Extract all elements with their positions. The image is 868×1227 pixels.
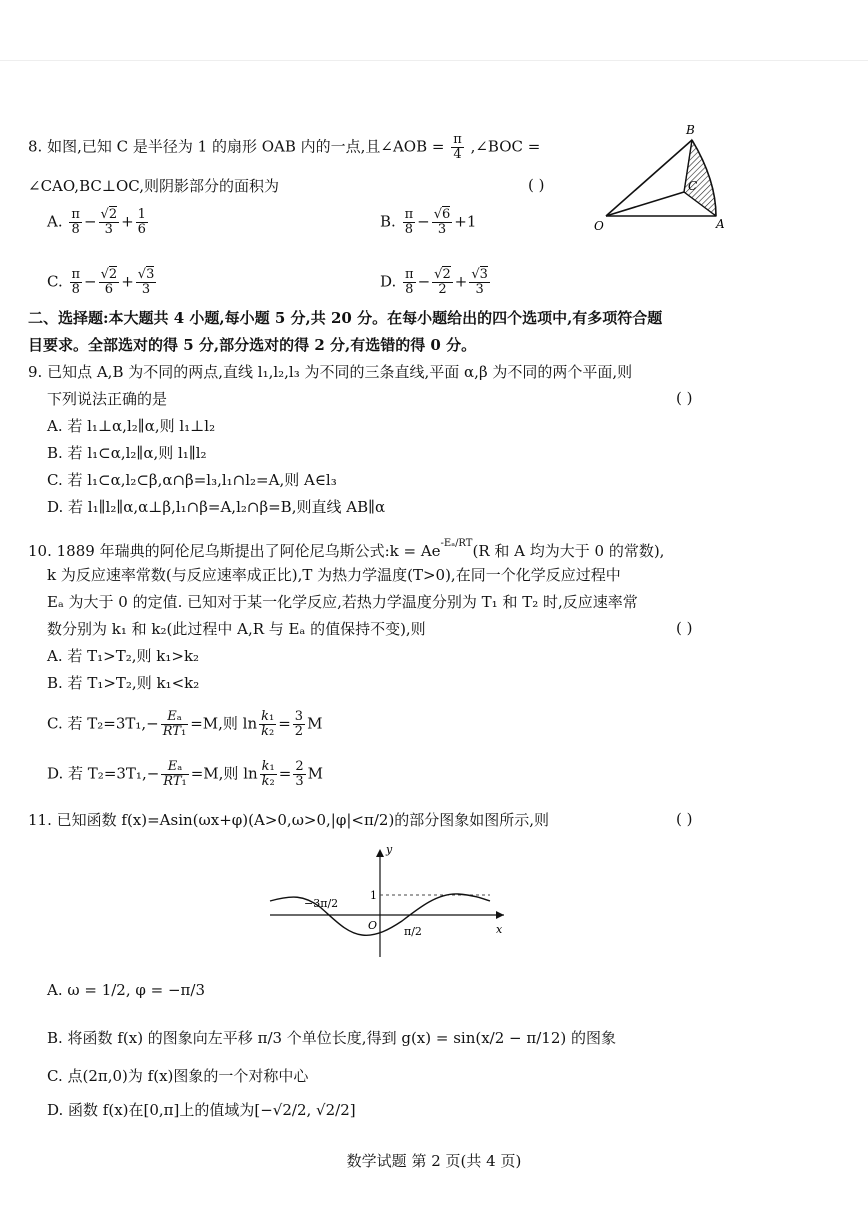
frac-den: 8 (405, 282, 414, 297)
frac-num: k₁ (261, 709, 275, 724)
frac-den: 6 (137, 222, 146, 237)
q10-option-a: A. 若 T₁>T₂,则 k₁>k₂ (47, 647, 200, 665)
q8-option-d: D. $\frac{\pi}{8}$ − $\frac{√2}{2}$ + $\frac{√3}{3}$ (380, 267, 488, 297)
frac-num: π (453, 132, 462, 147)
frac-den: RT₁ (162, 724, 187, 739)
option-label: B. (380, 212, 396, 231)
x-axis-arrow (496, 911, 504, 919)
q9-stem-line2: 下列说法正确的是 (47, 390, 168, 408)
frac (432, 208, 453, 237)
y-axis-arrow (376, 849, 384, 857)
option-text: M (307, 764, 323, 783)
q8-stem-text: 8. 如图,已知 C 是半径为 1 的扇形 OAB 内的一点,且∠AOB = (28, 137, 445, 156)
q8-answer-paren: ( ) (528, 176, 545, 194)
frac (432, 268, 453, 297)
frac-num: k₁ (261, 759, 275, 774)
q10-option-c: C. 若 T₂=3T₁,− $\frac{\text{Eₐ}}{\text{RT₁}}$ =M,则 ln $\frac{\text{k₁}}{\text{k₂}}$ = $\frac{3}{2}$ M (47, 709, 323, 739)
option-text: =M,则 ln (190, 764, 258, 783)
frac (136, 208, 148, 237)
q11-option-d: D. 函数 f(x)在[0,π]上的值域为[−√2/2, √2/2] (47, 1101, 356, 1119)
q8-sector-figure (588, 120, 738, 240)
frac-num: √3 (471, 267, 488, 282)
frac-den: 3 (437, 222, 447, 237)
frac-num: π (405, 267, 414, 282)
frac-den: 4 (453, 147, 462, 162)
frac (469, 268, 490, 297)
frac-num: π (71, 267, 81, 282)
q11-answer-paren: ( ) (676, 810, 693, 828)
label-b: B (686, 123, 695, 137)
frac-den: 3 (104, 222, 113, 237)
frac-num: 1 (137, 207, 146, 222)
label-o: O (594, 219, 604, 233)
section2-heading-line1: 二、选择题:本大题共 4 小题,每小题 5 分,共 20 分。在每小题给出的四个选项中,有多项符合题 (28, 309, 663, 327)
frac-den: 3 (141, 282, 151, 297)
section2-heading-line2: 目要求。全部选对的得 5 分,部分选对的得 2 分,有选错的得 0 分。 (28, 336, 477, 354)
option-label: A. (47, 212, 63, 231)
q11-stem: 11. 已知函数 f(x)=Asin(ωx+φ)(A>0,ω>0,|φ|<π/2)的部分图象如图所示,则 (28, 811, 550, 829)
q8-option-a: A. $\frac{\pi}{8}$ − $\frac{√2}{3}$ + $\frac{1}{6}$ (47, 207, 146, 237)
frac-den: k₂ (261, 724, 275, 739)
frac-den: 6 (104, 282, 114, 297)
q11-option-c: C. 点(2π,0)为 f(x)图象的一个对称中心 (47, 1067, 309, 1085)
segment-oc (606, 192, 684, 216)
q10-stem-text: 10. 1889 年瑞典的阿伦尼乌斯提出了阿伦尼乌斯公式:k = Ae (28, 542, 441, 560)
frac (293, 760, 305, 789)
frac-num: Eₐ (161, 760, 188, 775)
option-text: =M,则 ln (190, 714, 258, 733)
frac (99, 208, 120, 237)
frac-den: 8 (404, 222, 413, 237)
frac (293, 710, 305, 739)
frac (161, 710, 188, 739)
q8-stem-tail: ,∠BOC = (470, 137, 541, 156)
frac (136, 268, 157, 297)
frac (161, 760, 188, 789)
frac-num: π (404, 207, 414, 222)
frac (70, 268, 83, 297)
q10-option-b: B. 若 T₁>T₂,则 k₁<k₂ (47, 674, 200, 692)
q10-stem-line4: 数分别为 k₁ 和 k₂(此过程中 A,R 与 Eₐ 的值保持不变),则 (47, 620, 426, 638)
q9-answer-paren: ( ) (676, 389, 693, 407)
q10-exponent: -Eₐ/RT (440, 538, 473, 549)
q8-stem-line2: ∠CAO,BC⊥OC,则阴影部分的面积为 (28, 177, 279, 195)
q10-stem-tail: (R 和 A 均为大于 0 的常数), (472, 542, 665, 560)
label-one: 1 (370, 889, 377, 902)
segment-ob (606, 140, 692, 216)
frac-den: 3 (295, 774, 304, 789)
frac-num: √2 (100, 267, 118, 282)
frac (69, 208, 82, 237)
q9-option-a: A. 若 l₁⊥α,l₂∥α,则 l₁⊥l₂ (47, 417, 216, 435)
frac-den: 2 (294, 724, 304, 739)
option-label: C. (47, 272, 63, 291)
frac-num: √3 (137, 267, 155, 282)
q8-option-c: C. $\frac{\pi}{8}$ − $\frac{√2}{6}$ + $\frac{√3}{3}$ (47, 267, 155, 297)
frac (259, 710, 276, 739)
frac-num: √2 (434, 267, 451, 282)
q8-stem-line1 (28, 133, 540, 162)
label-y: y (386, 845, 393, 856)
option-label: D. (380, 272, 397, 291)
q9-option-b: B. 若 l₁⊂α,l₂∥α,则 l₁∥l₂ (47, 444, 207, 462)
q10-option-d: D. 若 T₂=3T₁,− $\frac{\text{Eₐ}}{\text{RT₁}}$ =M,则 ln $\frac{\text{k₁}}{\text{k₂}}$ = $\frac{2}{3}$ M (47, 759, 323, 789)
page-edge (0, 60, 868, 61)
q11-option-a: A. ω = 1/2, φ = −π/3 (47, 981, 206, 999)
frac-num: 2 (295, 759, 304, 774)
q11-sine-graph (262, 845, 512, 965)
q8-angle-fraction (451, 133, 464, 162)
frac-den: 8 (71, 282, 80, 297)
q10-stem-line1 (28, 538, 664, 561)
frac-den: 3 (475, 282, 484, 297)
q9-option-d: D. 若 l₁∥l₂∥α,α⊥β,l₁∩β=A,l₂∩β=B,则直线 AB∥α (47, 498, 386, 516)
frac (403, 208, 416, 237)
frac-den: k₂ (261, 774, 275, 789)
frac (403, 268, 416, 297)
label-neg-3pi-2: −3π/2 (304, 897, 339, 910)
label-a: A (716, 217, 725, 231)
q10-stem-line3: Eₐ 为大于 0 的定值. 已知对于某一化学反应,若热力学温度分别为 T₁ 和 T₂ 时,反应速率常 (47, 593, 638, 611)
frac-num: 3 (294, 709, 304, 724)
frac (260, 760, 277, 789)
label-x: x (496, 923, 503, 936)
frac-den: 2 (438, 282, 447, 297)
q10-answer-paren: ( ) (676, 619, 693, 637)
frac-den: RT₁ (163, 774, 187, 789)
label-origin: O (368, 919, 378, 932)
frac-num: √6 (433, 207, 451, 222)
frac-num: √2 (100, 207, 118, 222)
frac-den: 8 (71, 222, 80, 237)
q8-option-b: B. $\frac{\pi}{8}$ − $\frac{√6}{3}$ +1 (380, 207, 477, 237)
page-footer: 数学试题 第 2 页(共 4 页) (346, 1152, 522, 1170)
q11-option-b: B. 将函数 f(x) 的图象向左平移 π/3 个单位长度,得到 g(x) = sin(x/2 − π/12) 的图象 (47, 1029, 616, 1047)
option-text: D. 若 T₂=3T₁,− (47, 764, 160, 783)
q9-stem-line1: 9. 已知点 A,B 为不同的两点,直线 l₁,l₂,l₃ 为不同的三条直线,平面 α,β 为不同的两个平面,则 (28, 363, 633, 381)
label-c: C (688, 179, 698, 193)
option-text: C. 若 T₂=3T₁,− (47, 714, 159, 733)
frac (99, 268, 120, 297)
frac-num: Eₐ (161, 710, 188, 725)
frac-num: π (71, 207, 80, 222)
option-text: M (307, 714, 323, 733)
label-pi-2: π/2 (404, 925, 422, 938)
q9-option-c: C. 若 l₁⊂α,l₂⊂β,α∩β=l₃,l₁∩l₂=A,则 A∈l₃ (47, 471, 337, 489)
q10-stem-line2: k 为反应速率常数(与反应速率成正比),T 为热力学温度(T>0),在同一个化学反应过程中 (47, 566, 621, 584)
